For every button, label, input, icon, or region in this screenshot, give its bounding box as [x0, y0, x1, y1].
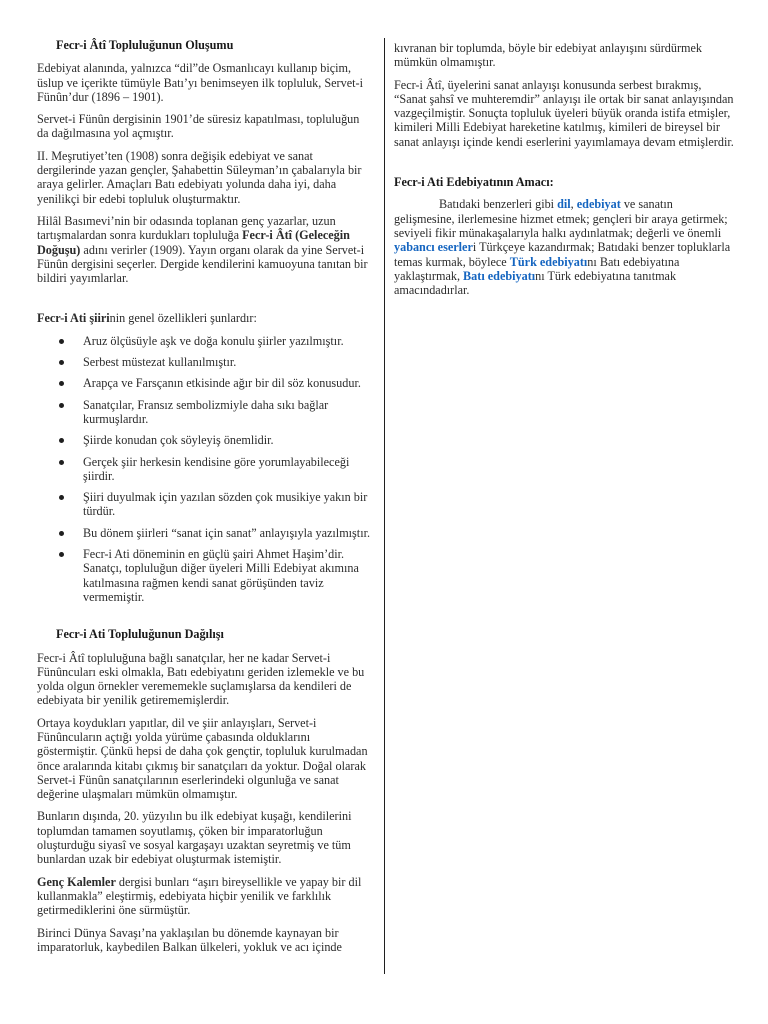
list-item-text: Bu dönem şiirleri “sanat için sanat” anlayışıyla yazılmıştır. — [83, 525, 371, 540]
paragraph — [37, 875, 371, 918]
list-item — [37, 334, 371, 348]
heading-formation: Fecr-i Âtî Topluluğunun Oluşumu — [56, 38, 234, 52]
left-column — [37, 38, 371, 962]
heading-aim: Fecr-i Ati Edebiyatının Amacı: — [394, 175, 554, 190]
list-item — [37, 455, 371, 484]
list-item-text: Arapça ve Farsçanın etkisinde ağır bir dil söz konusudur. — [83, 376, 361, 391]
bullet-icon — [59, 495, 64, 500]
list-item-text: Şiirde konudan çok söyleyiş önemlidir. — [83, 433, 274, 448]
bold-term: Fecr-i Ati şiiri — [37, 311, 110, 326]
text-span: nı Batı edebiyatına yaklaştırmak, — [394, 254, 680, 283]
right-column — [394, 41, 734, 305]
paragraph — [37, 214, 371, 285]
text-span: i Türkçeye kazandırmak; Batıdaki benzer topluklarla temas kurmak, böylece — [394, 240, 731, 269]
list-item — [37, 526, 371, 540]
text-span: , — [570, 197, 577, 212]
list-item-text: Sanatçılar, Fransız sembolizmiyle daha sıkı bağlar kurmuşlardır. — [83, 397, 329, 426]
paragraph: II. Meşrutiyet’ten (1908) sonra değişik edebiyat ve sanat dergilerinde yazan gençler, Şahabettin Süleyman’ın çabalarıyla bir araya gelirler. Amaçları Batı edebiyatı yolunda daha iyi, daha yenilikçi bir edebi topluluk oluşturmaktır. — [37, 148, 362, 206]
aim-paragraph — [394, 197, 734, 297]
spacer — [37, 293, 371, 311]
list-item-text: Serbest müstezat kullanılmıştır. — [83, 355, 237, 370]
paragraph: Birinci Dünya Savaşı’na yaklaşılan bu dönemde kaynayan bir imparatorluk, kaybedilen Balkan ülkeleri, yokluk ve acı içinde — [37, 925, 342, 954]
spacer — [37, 611, 371, 627]
text-span: nı Türk edebiyatına tanıtmak amacındadırlar. — [394, 268, 677, 298]
highlight-term: Batı edebiyatı — [463, 268, 536, 283]
highlight-term: edebiyat — [576, 197, 621, 212]
text-span: Batıdaki benzerleri gibi — [439, 197, 558, 212]
text-span: Hilâl Basımevi’nin bir odasında toplanan genç yazarlar, uzun tartışmalardan sonra kurdukları topluluğa — [37, 213, 336, 243]
text-span: dergisi bunları “aşırı bireysellikle ve yapay bir dil kullanmakla” eleştirmiş, edebiyata hiçbir yenilik ve farklılık getirmediklerini öne sürmüştür. — [37, 874, 362, 918]
text-span: ve sanatın gelişmesine, ilerlemesine hizmet etmek; gençleri bir araya getirmek; seviyeli fikir münakaşalarıyla halkı aydınlatmak; değerli ve önemli — [394, 197, 728, 240]
bullet-icon — [59, 381, 64, 386]
paragraph: Fecr-i Âtî, üyelerini sanat anlayışı konusunda serbest bırakmış, “Sanat şahsî ve muhteremdir” anlayışı ile ortak bir sanat anlayışından vazgeçilmiştir. Sonuçta topluluk üyeleri büyük oranda istifa etmişler, kimileri Milli Edebiyat hareketine katılmış, kimileri de bireysel bir sanat anlayışı içinde kendi eserlerini yayımlamaya devam etmişlerdir. — [394, 77, 734, 149]
list-item-text: Aruz ölçüsüyle aşk ve doğa konulu şiirler yazılmıştır. — [83, 333, 344, 348]
bullet-icon — [59, 360, 64, 365]
list-item-text: Şiiri duyulmak için yazılan sözden çok musikiye yakın bir türdür. — [83, 490, 368, 519]
bullet-icon — [59, 460, 64, 465]
list-item-text: Fecr-i Ati döneminin en güçlü şairi Ahmet Haşim’dir. Sanatçı, topluluğun diğer üyeleri Milli Edebiyat akımına katılmasına rağmen kendi sanat görüşünden taviz vermemiştir. — [83, 547, 359, 604]
bullet-icon — [59, 531, 64, 536]
features-list — [37, 334, 371, 604]
column-divider — [384, 38, 385, 974]
text-span: adını verirler (1909). Yayın organı olarak da yine Servet-i Fünûn dergisini seçerler. Dergide kendilerini kamuoyuna tanıtan bir bildiri yayımlarlar. — [37, 242, 368, 286]
paragraph: Servet-i Fünûn dergisinin 1901’de süresiz kapatılması, topluluğun da dağılmasına yol açmıştır. — [37, 112, 360, 141]
spacer — [394, 157, 734, 175]
bullet-icon — [59, 403, 64, 408]
highlight-term: dil — [557, 197, 571, 212]
list-item — [37, 355, 371, 369]
paragraph: Ortaya koydukları yapıtlar, dil ve şiir anlayışları, Servet-i Fünûncuların açtığı yolda yürüme çabasında olduklarını göstermiştir. Çünkü hepsi de daha çok gençtir, topluluk kurulmadan önce aralarında kitabı çıkmış bir sanatçıları da yoktur. Doğal olarak Servet-i Fünûn sanatçılarının eserlerindeki olgunluğa ve sanat değerine ulaşmaları mümkün olmamıştır. — [37, 715, 368, 802]
list-item — [37, 490, 371, 519]
list-item — [37, 398, 371, 427]
features-intro — [37, 311, 371, 325]
paragraph: Fecr-i Âtî topluluğuna bağlı sanatçılar, her ne kadar Servet-i Fünûncuları eski olmakla, Batı edebiyatını geriden izlemekle ve bu yolda olgun örnekler verememekle suçlamışlarsa da kendileri de edebiyata bir yenilik getirememişlerdir. — [37, 650, 365, 708]
list-item-text: Gerçek şiir herkesin kendisine göre yorumlayabileceği şiirdir. — [83, 454, 350, 483]
highlight-term: Türk edebiyatı — [509, 254, 588, 269]
list-item — [37, 376, 371, 390]
paragraph: Edebiyat alanında, yalnızca “dil”de Osmanlıcayı kullanıp biçim, üslup ve içerikte tümüyle Batı’yı benimseyen ilk topluluk, Servet-i Fünûn’dur (1896 – 1901). — [37, 61, 363, 104]
bold-term: Fecr-i Âtî (Geleceğin Doğuşu) — [37, 228, 350, 257]
bold-term: Genç Kalemler — [37, 874, 116, 889]
heading-dissolution: Fecr-i Ati Topluluğunun Dağılışı — [56, 627, 224, 642]
highlight-term: yabancı eserler — [394, 240, 473, 255]
list-item — [37, 547, 371, 604]
paragraph: Bunların dışında, 20. yüzyılın bu ilk edebiyat kuşağı, kendilerini toplumdan tamamen soyutlamış, çöken bir imparatorluğun oluşturduğu siyasî ve sosyal kargaşayı uzaktan seyretmiş ve tüm bunlardan uzak bir edebiyat oluşturmak istemiştir. — [37, 809, 352, 867]
paragraph: kıvranan bir toplumda, böyle bir edebiyat anlayışını sürdürmek mümkün olmamıştır. — [394, 41, 702, 70]
bullet-icon — [59, 438, 64, 443]
bullet-icon — [59, 552, 64, 557]
text-span: nin genel özellikleri şunlardır: — [109, 311, 257, 326]
list-item — [37, 433, 371, 447]
bullet-icon — [59, 339, 64, 344]
